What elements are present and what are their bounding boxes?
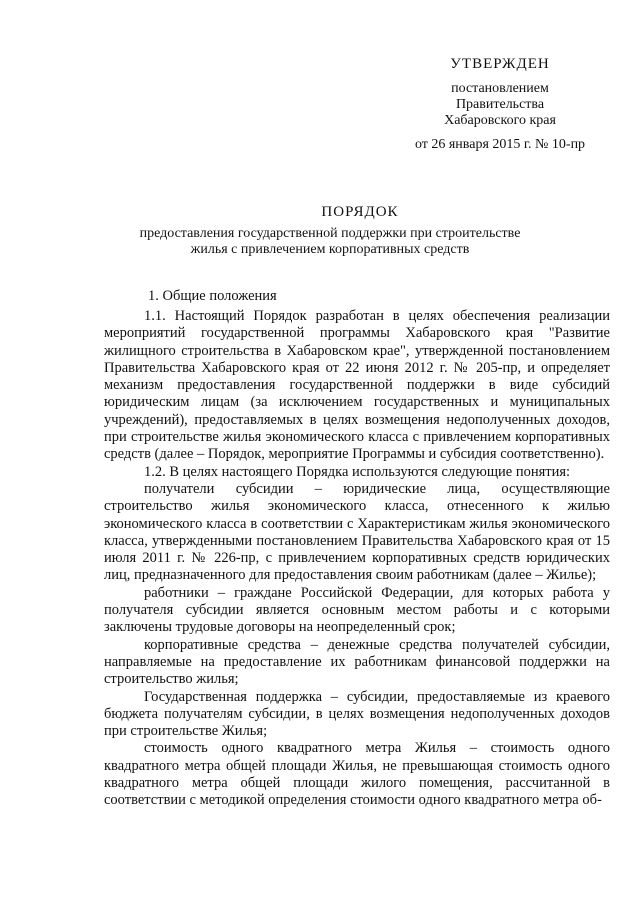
approval-line: Хабаровского края (444, 113, 556, 128)
document-subtitle (130, 226, 530, 258)
paragraph: корпоративные средства – денежные средства получателей субсидии, направляемые на предоставление их работникам финансовой поддержки на строительство жилья; (104, 636, 610, 688)
document-title: ПОРЯДОК (321, 204, 399, 220)
section-heading: 1. Общие положения (148, 288, 277, 304)
subtitle-line: жилья с привлечением корпоративных средств (190, 242, 470, 257)
paragraph: стоимость одного квадратного метра Жилья – стоимость одного квадратного метра общей площади Жилья, не превышающая стоимость одного квадратного метра общей площади жилого помещения, рассчитанной в соответствии с методикой определения стоимости одного квадратного метра об- (104, 740, 610, 809)
paragraph: 1.1. Настоящий Порядок разработан в целях обеспечения реализации мероприятий государственной программы Хабаровского края "Развитие жилищного строительства в Хабаровском крае", утвержденной постановлением Правительства Хабаровского края от 22 июня 2012 г. № 205-пр, и определяет механизм предоставления государственной поддержки в виде субсидий юридическим лицам (за исключением государственных и муниципальных учреждений), предоставляемых в целях возмещения недополученных доходов, при строительстве жилья экономического класса с привлечением корпоративных средств (далее – Порядок, мероприятие Программы и субсидия соответственно). (104, 308, 610, 463)
approval-line: постановлением (451, 81, 549, 96)
approval-date: от 26 января 2015 г. № 10-пр (414, 137, 586, 152)
paragraph: получатели субсидии – юридические лица, осуществляющие строительство жилья экономического класса, отнесенного к жилью экономического класса в соответствии с Характеристикам жилья экономического класса, утвержденными постановлением Правительства Хабаровского края от 15 июля 2011 г. № 226-пр, с привлечением корпоративных средств юридических лиц, предназначенного для предоставления своим работникам (далее – Жилье); (104, 480, 610, 584)
subtitle-line: предоставления государственной поддержки при строительстве (139, 226, 521, 241)
approval-block (400, 56, 600, 153)
document-body (104, 308, 610, 810)
paragraph: Государственная поддержка – субсидии, предоставляемые из краевого бюджета получателям субсидии, в целях возмещения недополученных доходов при строительстве Жилья; (104, 688, 610, 740)
approval-title: УТВЕРЖДЕН (450, 56, 550, 72)
approval-line: Правительства (455, 97, 545, 112)
paragraph: работники – граждане Российской Федерации, для которых работа у получателя субсидии является основным местом работы и с которыми заключены трудовые договоры на неопределенный срок; (104, 584, 610, 636)
paragraph: 1.2. В целях настоящего Порядка используются следующие понятия: (144, 463, 571, 480)
